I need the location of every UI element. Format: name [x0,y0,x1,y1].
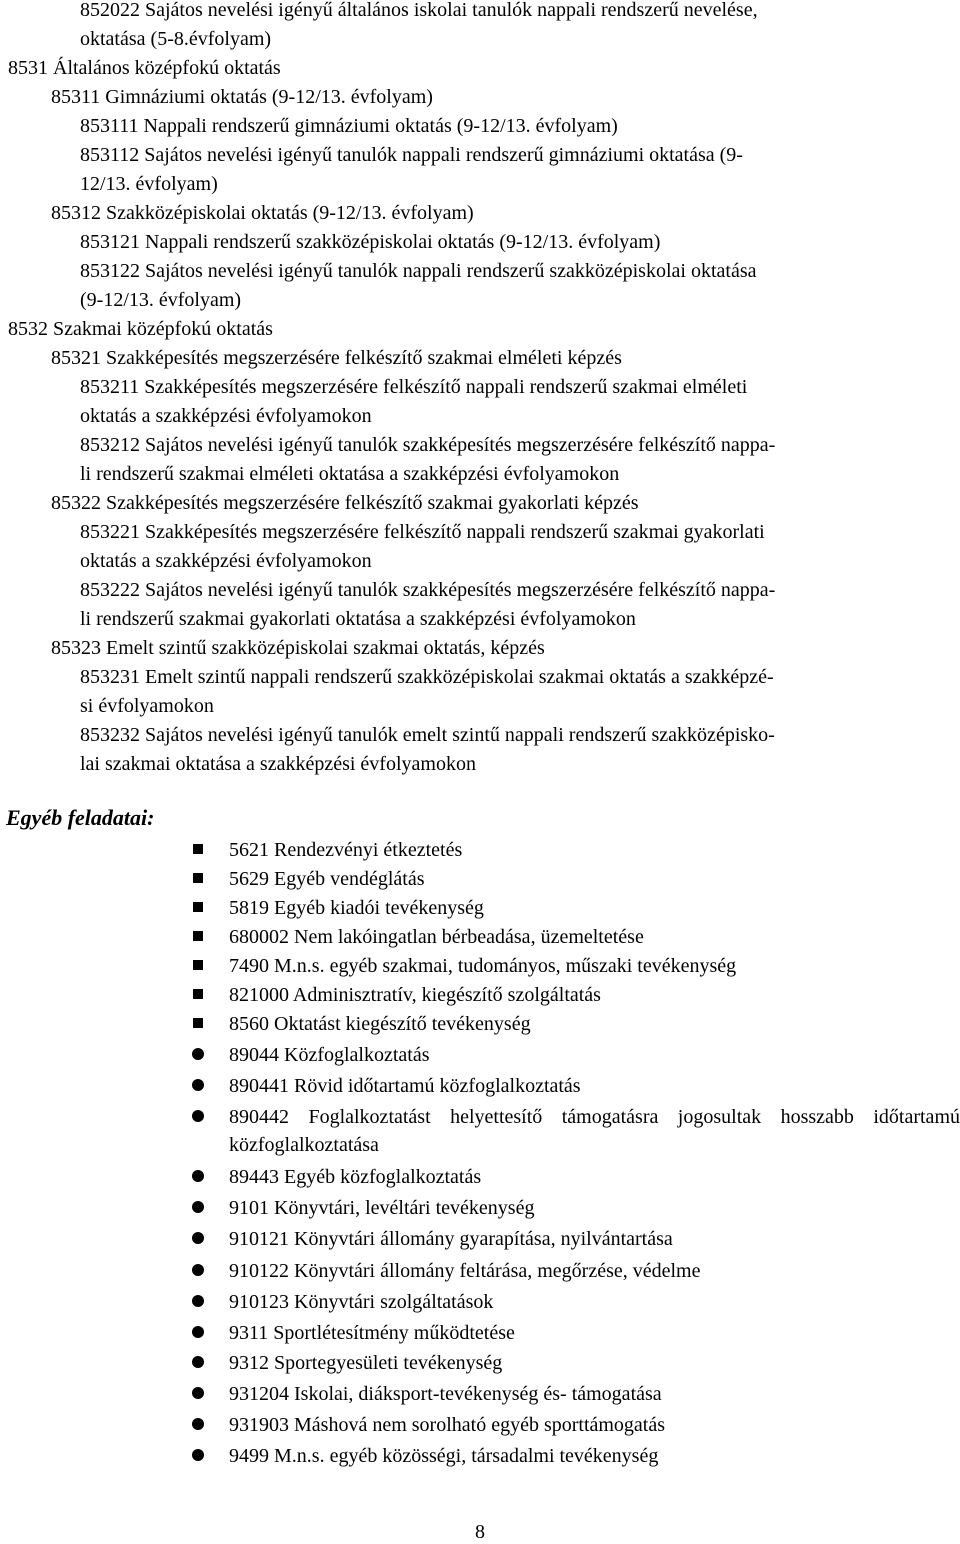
text-line: 853231 Emelt szintű nappali rendszerű szakközépiskolai szakmai oktatás a szakképzé- [80,666,774,688]
list-item: 931204 Iskolai, diáksport-tevékenység és- támogatása [193,1382,960,1406]
round-bullet-icon [193,1227,221,1251]
list-item: 910121 Könyvtári állomány gyarapítása, nyilvántartása [193,1227,960,1251]
text-line: 8531 Általános középfokú oktatás [8,57,281,79]
text-line: 853122 Sajátos nevelési igényű tanulók nappali rendszerű szakközépiskolai oktatása [80,260,757,282]
round-bullet-icon [193,1382,221,1406]
text-line: 85322 Szakképesítés megszerzésére felkészítő szakmai gyakorlati képzés [51,492,639,514]
round-bullet-icon [193,1074,221,1098]
list-item: 890442 Foglalkoztatást helyettesítő támogatásra jogosultak hosszabb időtartamú közfoglalkoztatása [193,1105,960,1159]
list-item: 89443 Egyéb közfoglalkoztatás [193,1165,960,1189]
text-line: (9-12/13. évfolyam) [80,289,242,311]
list-item: 5629 Egyéb vendéglátás [193,867,960,891]
list-item: 9312 Sportegyesületi tevékenység [193,1351,960,1375]
text-line: 85311 Gimnáziumi oktatás (9-12/13. évfolyam) [51,86,433,108]
list-item: 9101 Könyvtári, levéltári tevékenység [193,1196,960,1220]
round-bullet-icon [193,1165,221,1189]
text-line: 853112 Sajátos nevelési igényű tanulók nappali rendszerű gimnáziumi oktatása (9- [80,144,743,166]
text-line: 853111 Nappali rendszerű gimnáziumi oktatás (9-12/13. évfolyam) [80,115,618,137]
list-item: 5819 Egyéb kiadói tevékenység [193,896,960,920]
list-item: 910122 Könyvtári állomány feltárása, megőrzése, védelme [193,1259,960,1283]
text-line: 85321 Szakképesítés megszerzésére felkészítő szakmai elméleti képzés [51,347,622,369]
text-line: li rendszerű szakmai gyakorlati oktatása a szakképzési évfolyamokon [80,608,636,630]
square-bullet-icon [193,1012,221,1036]
round-bullet-icon [193,1351,221,1375]
round-bullet-icon [193,1105,221,1129]
text-line: 853211 Szakképesítés megszerzésére felkészítő nappali rendszerű szakmai elméleti [80,376,748,398]
round-bullet-icon [193,1321,221,1345]
list-item: 821000 Adminisztratív, kiegészítő szolgáltatás [193,983,960,1007]
list-item: 890441 Rövid időtartamú közfoglalkoztatás [193,1074,960,1098]
section-heading: Egyéb feladatai: [6,805,155,830]
text-line: 8532 Szakmai középfokú oktatás [8,318,273,340]
text-line: 853212 Sajátos nevelési igényű tanulók szakképesítés megszerzésére felkészítő nappa- [80,434,776,456]
round-bullet-icon [193,1196,221,1220]
text-line: 85323 Emelt szintű szakközépiskolai szakmai oktatás, képzés [51,637,545,659]
list-item: 910123 Könyvtári szolgáltatások [193,1290,960,1314]
list-item: 680002 Nem lakóingatlan bérbeadása, üzemeltetése [193,925,960,949]
text-line: li rendszerű szakmai elméleti oktatása a szakképzési évfolyamokon [80,463,620,485]
round-bullet-icon [193,1290,221,1314]
list-item: 7490 M.n.s. egyéb szakmai, tudományos, műszaki tevékenység [193,954,960,978]
round-bullet-icon [193,1413,221,1437]
list-item: 89044 Közfoglalkoztatás [193,1043,960,1067]
round-bullet-icon [193,1043,221,1067]
round-bullet-icon [193,1259,221,1283]
text-line: 853221 Szakképesítés megszerzésére felkészítő nappali rendszerű szakmai gyakorlati [80,521,765,543]
text-line: 12/13. évfolyam) [80,173,218,195]
list-item: 9311 Sportlétesítmény működtetése [193,1321,960,1345]
square-bullet-icon [193,896,221,920]
text-line: 852022 Sajátos nevelési igényű általános iskolai tanulók nappali rendszerű nevelése, [80,0,758,21]
square-bullet-icon [193,983,221,1007]
text-line: 85312 Szakközépiskolai oktatás (9-12/13. évfolyam) [51,202,474,224]
text-line: 853232 Sajátos nevelési igényű tanulók emelt szintű nappali rendszerű szakközépisko- [80,724,775,746]
square-bullet-icon [193,838,221,862]
list-item: 931903 Máshová nem sorolható egyéb sporttámogatás [193,1413,960,1437]
list-item: 8560 Oktatást kiegészítő tevékenység [193,1012,960,1036]
text-line: oktatása (5-8.évfolyam) [80,28,272,50]
page-number: 8 [475,1521,485,1543]
text-line: lai szakmai oktatása a szakképzési évfolyamokon [80,753,476,775]
square-bullet-icon [193,954,221,978]
text-line: 853121 Nappali rendszerű szakközépiskolai oktatás (9-12/13. évfolyam) [80,231,661,253]
list-item: 9499 M.n.s. egyéb közösségi, társadalmi tevékenység [193,1444,960,1468]
text-line: 853222 Sajátos nevelési igényű tanulók szakképesítés megszerzésére felkészítő nappa- [80,579,776,601]
square-bullet-icon [193,867,221,891]
list-item: 5621 Rendezvényi étkeztetés [193,838,960,862]
text-line: oktatás a szakképzési évfolyamokon [80,550,372,572]
text-line: si évfolyamokon [80,695,214,717]
round-bullet-icon [193,1444,221,1468]
text-line: oktatás a szakképzési évfolyamokon [80,405,372,427]
square-bullet-icon [193,925,221,949]
